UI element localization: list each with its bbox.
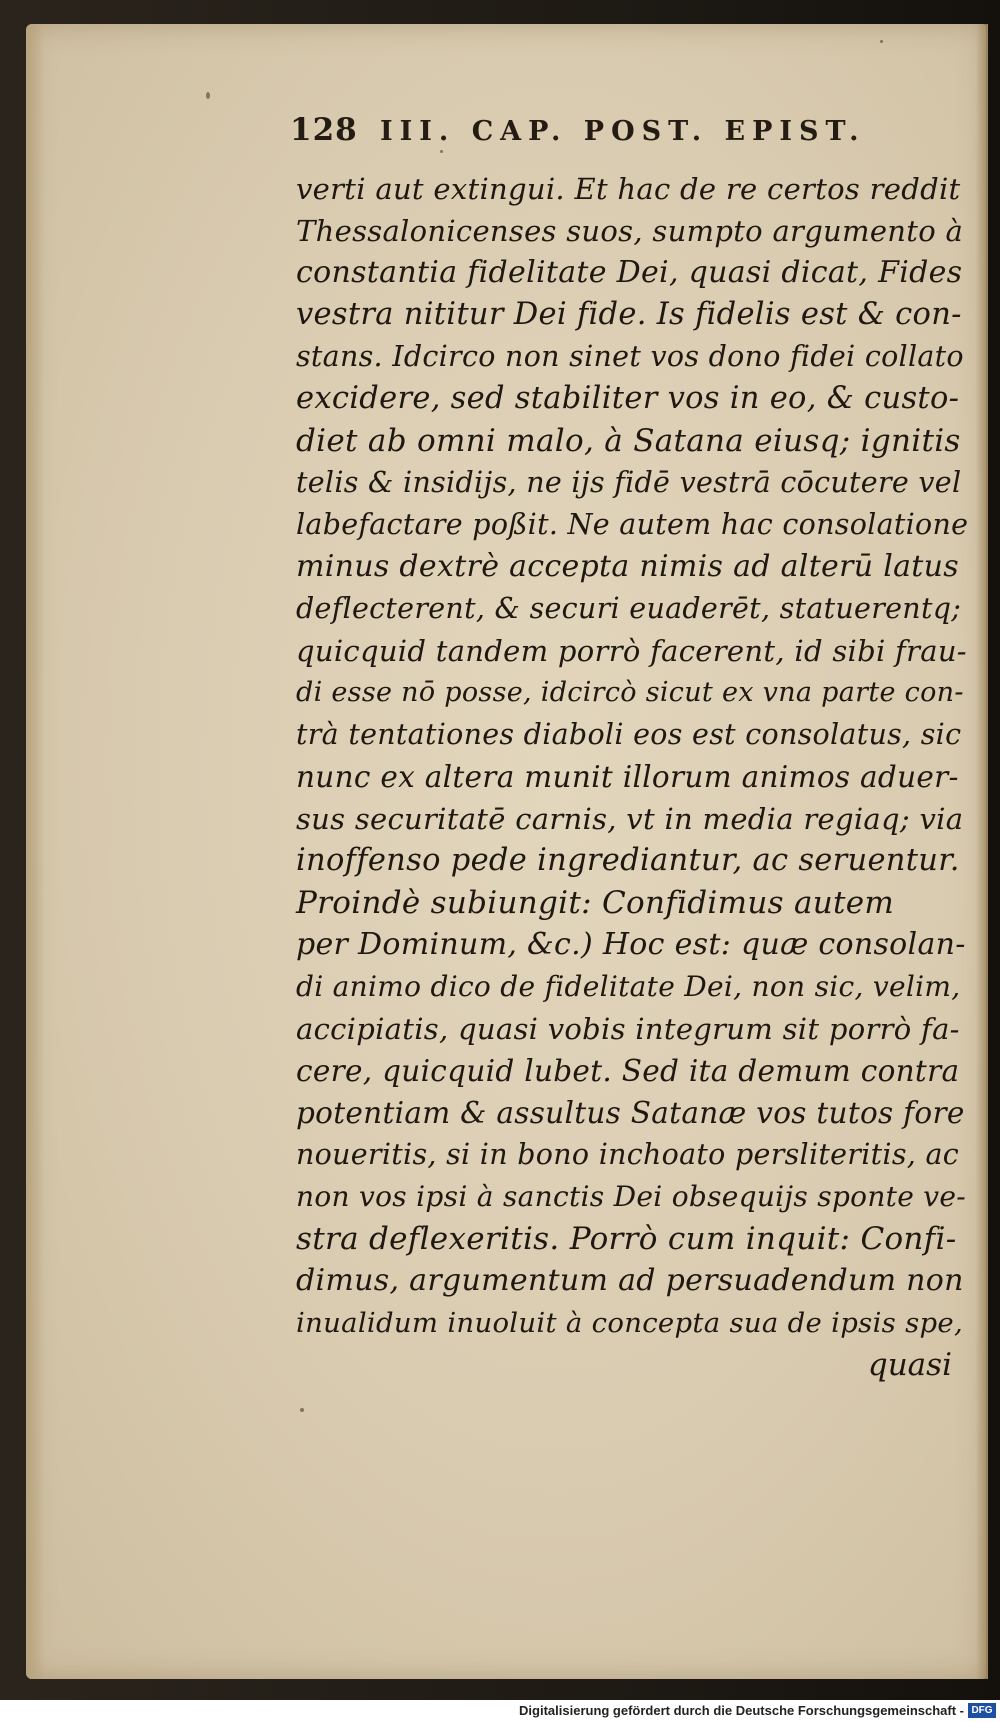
page-number: 128 [290, 112, 358, 148]
text-line: inoffenso pede ingrediantur, ac seruentur. [296, 843, 960, 878]
running-head [290, 112, 870, 152]
text-line: deflecterent, & securi euaderēt, statuerentq; [296, 592, 962, 625]
paper-speck [206, 92, 210, 99]
text-line: Proindè subiungit: Confidimus autem [296, 885, 895, 921]
dfg-logo-icon: DFG [968, 1703, 996, 1718]
text-line: verti aut extingui. Et hac de re certos reddit [296, 172, 961, 206]
text-line: Thessalonicenses suos, sumpto argumento à [296, 214, 964, 248]
text-line: vestra nititur Dei fide. Is fidelis est & con- [296, 297, 962, 332]
text-line: excidere, sed stabiliter vos in eo, & custo- [296, 381, 960, 416]
funding-credit: Digitalisierung gefördert durch die Deutsche Forschungsgemeinschaft - [519, 1703, 964, 1718]
text-line: sus securitatē carnis, vt in media regiaq; via [296, 802, 964, 836]
text-line: di esse nō posse, idcircò sicut ex vna parte con- [296, 677, 964, 708]
text-line: non vos ipsi à sanctis Dei obsequijs sponte ve- [296, 1180, 967, 1213]
running-head-title: III. CAP. POST. EPIST. [380, 116, 866, 147]
text-line: dimus, argumentum ad persuadendum non [296, 1263, 964, 1298]
text-line: constantia fidelitate Dei, quasi dicat, Fides [296, 255, 963, 290]
page-gutter-shadow [26, 24, 44, 1679]
text-line: accipiatis, quasi vobis integrum sit porrò fa- [296, 1012, 960, 1046]
paper-speck [880, 40, 883, 43]
text-line: inualidum inuoluit à concepta sua de ipsis spe, [296, 1307, 964, 1339]
text-line: diet ab omni malo, à Satana eiusq; ignitis [296, 423, 961, 459]
text-line: stra deflexeritis. Porrò cum inquit: Confi- [296, 1221, 957, 1257]
body-text [296, 168, 968, 1386]
text-line: trà tentationes diaboli eos est consolatus, sic [296, 718, 962, 751]
page-edge-shadow [976, 24, 988, 1679]
digitization-footer [0, 1700, 1000, 1722]
text-line: quicquid tandem porrò facerent, id sibi frau- [296, 634, 967, 668]
text-line: cere, quicquid lubet. Sed ita demum contra [296, 1054, 960, 1088]
paper-speck [300, 1408, 304, 1412]
text-line: minus dextrè accepta nimis ad alterū latus [296, 549, 959, 584]
text-line: potentiam & assultus Satanæ vos tutos fore [296, 1096, 965, 1130]
text-line: nunc ex altera munit illorum animos aduer- [296, 760, 959, 794]
text-line: di animo dico de fidelitate Dei, non sic, velim, [296, 970, 961, 1003]
text-line: per Dominum, &c.) Hoc est: quæ consolan- [296, 927, 966, 962]
catchword: quasi [867, 1347, 952, 1383]
text-line: labefactare poßit. Ne autem hac consolatione [296, 508, 969, 541]
text-line: noueritis, si in bono inchoato persliteritis, ac [296, 1138, 960, 1171]
text-line: telis & insidijs, ne ijs fidē vestrā cōcutere vel [296, 466, 962, 499]
text-line: stans. Idcirco non sinet vos dono fidei collato [296, 340, 964, 373]
